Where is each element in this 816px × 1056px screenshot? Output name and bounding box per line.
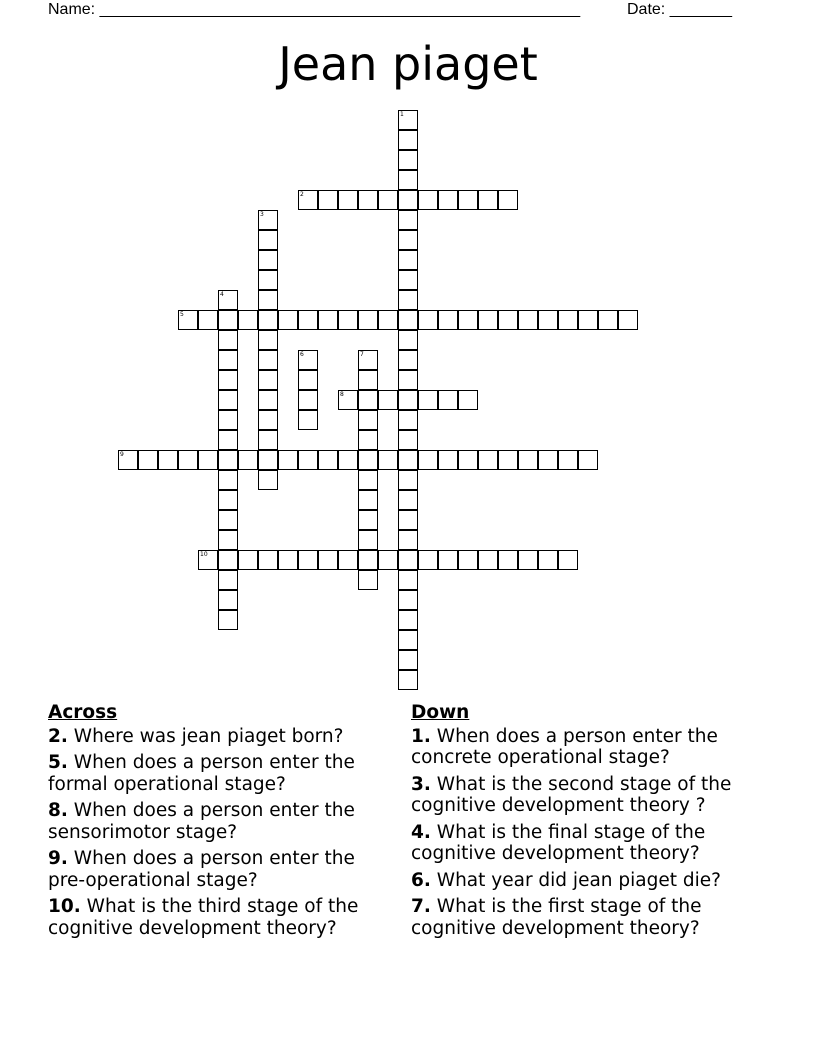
grid-cell[interactable] bbox=[598, 310, 618, 330]
grid-cell[interactable] bbox=[438, 310, 458, 330]
grid-cell[interactable] bbox=[578, 310, 598, 330]
grid-cell[interactable] bbox=[398, 170, 418, 190]
grid-cell[interactable] bbox=[258, 290, 278, 310]
grid-cell[interactable] bbox=[258, 450, 278, 470]
grid-cell[interactable] bbox=[438, 450, 458, 470]
grid-cell[interactable] bbox=[258, 270, 278, 290]
clue-number: 4. bbox=[411, 821, 431, 843]
cell-clue-number: 9 bbox=[120, 451, 124, 458]
grid-cell[interactable] bbox=[438, 390, 458, 410]
grid-cell[interactable] bbox=[338, 310, 358, 330]
grid-cell[interactable] bbox=[358, 410, 378, 430]
grid-cell[interactable] bbox=[338, 390, 358, 410]
grid-cell[interactable] bbox=[218, 590, 238, 610]
grid-cell[interactable] bbox=[278, 550, 298, 570]
clue-text: When does a person enter the sensorimotor stage? bbox=[48, 800, 355, 843]
cell-clue-number: 3 bbox=[260, 211, 264, 218]
clue-item bbox=[48, 848, 398, 891]
grid-cell[interactable] bbox=[258, 310, 278, 330]
grid-cell[interactable] bbox=[218, 330, 238, 350]
grid-cell[interactable] bbox=[358, 510, 378, 530]
clue-number: 3. bbox=[411, 773, 431, 795]
grid-cell[interactable] bbox=[258, 430, 278, 450]
grid-cell[interactable] bbox=[378, 310, 398, 330]
grid-cell[interactable] bbox=[218, 410, 238, 430]
grid-cell[interactable] bbox=[398, 250, 418, 270]
clue-item bbox=[411, 774, 791, 817]
grid-cell[interactable] bbox=[358, 390, 378, 410]
grid-cell[interactable] bbox=[538, 450, 558, 470]
grid-cell[interactable] bbox=[218, 430, 238, 450]
grid-cell[interactable] bbox=[478, 190, 498, 210]
grid-cell[interactable] bbox=[358, 450, 378, 470]
grid-cell[interactable] bbox=[438, 190, 458, 210]
grid-cell[interactable] bbox=[238, 550, 258, 570]
grid-cell[interactable] bbox=[398, 190, 418, 210]
date-field-label: Date: _______ bbox=[627, 1, 732, 18]
clue-number: 7. bbox=[411, 896, 431, 917]
grid-cell[interactable] bbox=[218, 470, 238, 490]
grid-cell[interactable] bbox=[298, 550, 318, 570]
grid-cell[interactable] bbox=[498, 450, 518, 470]
grid-cell[interactable] bbox=[358, 490, 378, 510]
grid-cell[interactable] bbox=[398, 370, 418, 390]
grid-cell[interactable] bbox=[298, 410, 318, 430]
grid-cell[interactable] bbox=[258, 410, 278, 430]
grid-cell[interactable] bbox=[218, 370, 238, 390]
clue-number: 2. bbox=[48, 725, 68, 747]
grid-cell[interactable] bbox=[218, 390, 238, 410]
grid-cell[interactable] bbox=[498, 550, 518, 570]
grid-cell[interactable] bbox=[198, 550, 218, 570]
across-heading: Across bbox=[48, 702, 118, 723]
page-title: Jean piaget bbox=[278, 37, 538, 91]
grid-cell[interactable] bbox=[538, 310, 558, 330]
grid-cell[interactable] bbox=[278, 310, 298, 330]
grid-cell[interactable] bbox=[558, 450, 578, 470]
grid-cell[interactable] bbox=[318, 310, 338, 330]
grid-cell[interactable] bbox=[358, 430, 378, 450]
grid-cell[interactable] bbox=[218, 510, 238, 530]
grid-cell[interactable] bbox=[478, 310, 498, 330]
grid-cell[interactable] bbox=[398, 290, 418, 310]
grid-cell[interactable] bbox=[258, 330, 278, 350]
grid-cell[interactable] bbox=[438, 550, 458, 570]
grid-cell[interactable] bbox=[358, 470, 378, 490]
grid-cell[interactable] bbox=[458, 450, 478, 470]
grid-cell[interactable] bbox=[518, 310, 538, 330]
grid-cell[interactable] bbox=[298, 370, 318, 390]
grid-cell[interactable] bbox=[518, 450, 538, 470]
grid-cell[interactable] bbox=[418, 450, 438, 470]
grid-cell[interactable] bbox=[298, 390, 318, 410]
grid-cell[interactable] bbox=[378, 390, 398, 410]
grid-cell[interactable] bbox=[478, 450, 498, 470]
grid-cell[interactable] bbox=[218, 310, 238, 330]
across-clues bbox=[48, 702, 398, 944]
clue-number: 10. bbox=[48, 896, 81, 917]
grid-cell[interactable] bbox=[318, 550, 338, 570]
grid-cell[interactable] bbox=[398, 590, 418, 610]
clue-text: What is the final stage of the cognitive development theory? bbox=[411, 821, 706, 864]
grid-cell[interactable] bbox=[578, 450, 598, 470]
clue-text: When does a person enter the concrete operational stage? bbox=[411, 725, 718, 768]
grid-cell[interactable] bbox=[158, 450, 178, 470]
clue-text: What is the third stage of the cognitive development theory? bbox=[48, 896, 359, 939]
grid-cell[interactable] bbox=[338, 450, 358, 470]
grid-cell[interactable] bbox=[358, 350, 378, 370]
clue-text: What year did jean piaget die? bbox=[430, 869, 721, 891]
grid-cell[interactable] bbox=[358, 530, 378, 550]
grid-cell[interactable] bbox=[258, 470, 278, 490]
grid-cell[interactable] bbox=[498, 190, 518, 210]
cell-clue-number: 4 bbox=[220, 291, 224, 298]
grid-cell[interactable] bbox=[178, 310, 198, 330]
grid-cell[interactable] bbox=[138, 450, 158, 470]
grid-cell[interactable] bbox=[258, 230, 278, 250]
grid-cell[interactable] bbox=[198, 310, 218, 330]
clue-text: What is the second stage of the cognitive development theory ? bbox=[411, 773, 732, 816]
grid-cell[interactable] bbox=[398, 350, 418, 370]
grid-cell[interactable] bbox=[218, 610, 238, 630]
grid-cell[interactable] bbox=[398, 330, 418, 350]
across-clue-list bbox=[48, 726, 398, 940]
grid-cell[interactable] bbox=[398, 430, 418, 450]
clue-number: 1. bbox=[411, 725, 431, 747]
grid-cell[interactable] bbox=[398, 570, 418, 590]
grid-cell[interactable] bbox=[518, 550, 538, 570]
grid-cell[interactable] bbox=[358, 370, 378, 390]
grid-cell[interactable] bbox=[538, 550, 558, 570]
grid-cell[interactable] bbox=[398, 310, 418, 330]
cell-clue-number: 8 bbox=[340, 391, 344, 398]
clue-number: 9. bbox=[48, 848, 68, 869]
grid-cell[interactable] bbox=[218, 290, 238, 310]
grid-cell[interactable] bbox=[258, 210, 278, 230]
grid-cell[interactable] bbox=[198, 450, 218, 470]
grid-cell[interactable] bbox=[278, 450, 298, 470]
grid-cell[interactable] bbox=[218, 530, 238, 550]
grid-cell[interactable] bbox=[418, 550, 438, 570]
grid-cell[interactable] bbox=[458, 310, 478, 330]
clue-item bbox=[411, 726, 791, 769]
grid-cell[interactable] bbox=[398, 490, 418, 510]
grid-cell[interactable] bbox=[458, 190, 478, 210]
clue-text: When does a person enter the formal operational stage? bbox=[48, 752, 355, 795]
grid-cell[interactable] bbox=[398, 550, 418, 570]
grid-cell[interactable] bbox=[378, 450, 398, 470]
grid-cell[interactable] bbox=[218, 550, 238, 570]
grid-cell[interactable] bbox=[398, 530, 418, 550]
grid-cell[interactable] bbox=[298, 450, 318, 470]
grid-cell[interactable] bbox=[418, 390, 438, 410]
name-field-label: Name: ______________________________________________________ bbox=[48, 1, 581, 18]
grid-cell[interactable] bbox=[398, 210, 418, 230]
clue-item bbox=[411, 870, 791, 892]
down-clues bbox=[411, 702, 791, 944]
grid-cell[interactable] bbox=[378, 190, 398, 210]
grid-cell[interactable] bbox=[398, 670, 418, 690]
clue-number: 6. bbox=[411, 869, 431, 891]
grid-cell[interactable] bbox=[458, 390, 478, 410]
grid-cell[interactable] bbox=[258, 390, 278, 410]
grid-cell[interactable] bbox=[358, 550, 378, 570]
grid-cell[interactable] bbox=[378, 550, 398, 570]
clue-item bbox=[48, 726, 398, 748]
cell-clue-number: 5 bbox=[180, 311, 184, 318]
down-clue-list bbox=[411, 726, 791, 940]
grid-cell[interactable] bbox=[398, 630, 418, 650]
grid-cell[interactable] bbox=[558, 310, 578, 330]
grid-cell[interactable] bbox=[418, 310, 438, 330]
cell-clue-number: 6 bbox=[300, 351, 304, 358]
grid-cell[interactable] bbox=[298, 190, 318, 210]
clue-item bbox=[411, 896, 791, 939]
cell-clue-number: 7 bbox=[360, 351, 364, 358]
clue-item bbox=[48, 896, 398, 939]
grid-cell[interactable] bbox=[218, 350, 238, 370]
grid-cell[interactable] bbox=[258, 350, 278, 370]
grid-cell[interactable] bbox=[398, 270, 418, 290]
grid-cell[interactable] bbox=[258, 370, 278, 390]
grid-cell[interactable] bbox=[398, 150, 418, 170]
clue-text: What is the first stage of the cognitive development theory? bbox=[411, 896, 702, 939]
down-heading: Down bbox=[411, 702, 470, 723]
grid-cell[interactable] bbox=[398, 450, 418, 470]
grid-cell[interactable] bbox=[398, 510, 418, 530]
grid-cell[interactable] bbox=[398, 230, 418, 250]
grid-cell[interactable] bbox=[498, 310, 518, 330]
grid-cell[interactable] bbox=[118, 450, 138, 470]
grid-cell[interactable] bbox=[218, 490, 238, 510]
grid-cell[interactable] bbox=[318, 450, 338, 470]
grid-cell[interactable] bbox=[338, 190, 358, 210]
clue-number: 5. bbox=[48, 752, 68, 773]
grid-cell[interactable] bbox=[398, 610, 418, 630]
grid-cell[interactable] bbox=[218, 570, 238, 590]
cell-clue-number: 1 bbox=[400, 111, 404, 118]
grid-cell[interactable] bbox=[358, 310, 378, 330]
grid-cell[interactable] bbox=[338, 550, 358, 570]
grid-cell[interactable] bbox=[258, 550, 278, 570]
grid-cell[interactable] bbox=[398, 110, 418, 130]
grid-cell[interactable] bbox=[398, 410, 418, 430]
cell-clue-number: 2 bbox=[300, 191, 304, 198]
grid-cell[interactable] bbox=[298, 310, 318, 330]
grid-cell[interactable] bbox=[618, 310, 638, 330]
grid-cell[interactable] bbox=[398, 650, 418, 670]
grid-cell[interactable] bbox=[298, 350, 318, 370]
grid-cell[interactable] bbox=[418, 190, 438, 210]
clue-item bbox=[48, 800, 398, 843]
grid-cell[interactable] bbox=[558, 550, 578, 570]
grid-cell[interactable] bbox=[478, 550, 498, 570]
grid-cell[interactable] bbox=[358, 570, 378, 590]
clue-item bbox=[48, 752, 398, 795]
grid-cell[interactable] bbox=[398, 130, 418, 150]
clue-text: When does a person enter the pre-operational stage? bbox=[48, 848, 355, 891]
grid-cell[interactable] bbox=[238, 310, 258, 330]
grid-cell[interactable] bbox=[358, 190, 378, 210]
grid-cell[interactable] bbox=[258, 250, 278, 270]
grid-cell[interactable] bbox=[398, 390, 418, 410]
grid-cell[interactable] bbox=[398, 470, 418, 490]
grid-cell[interactable] bbox=[218, 450, 238, 470]
clue-number: 8. bbox=[48, 800, 68, 821]
grid-cell[interactable] bbox=[458, 550, 478, 570]
grid-cell[interactable] bbox=[178, 450, 198, 470]
cell-clue-number: 10 bbox=[200, 551, 208, 558]
grid-cell[interactable] bbox=[238, 450, 258, 470]
clue-text: Where was jean piaget born? bbox=[67, 725, 344, 747]
clue-item bbox=[411, 822, 791, 865]
grid-cell[interactable] bbox=[318, 190, 338, 210]
